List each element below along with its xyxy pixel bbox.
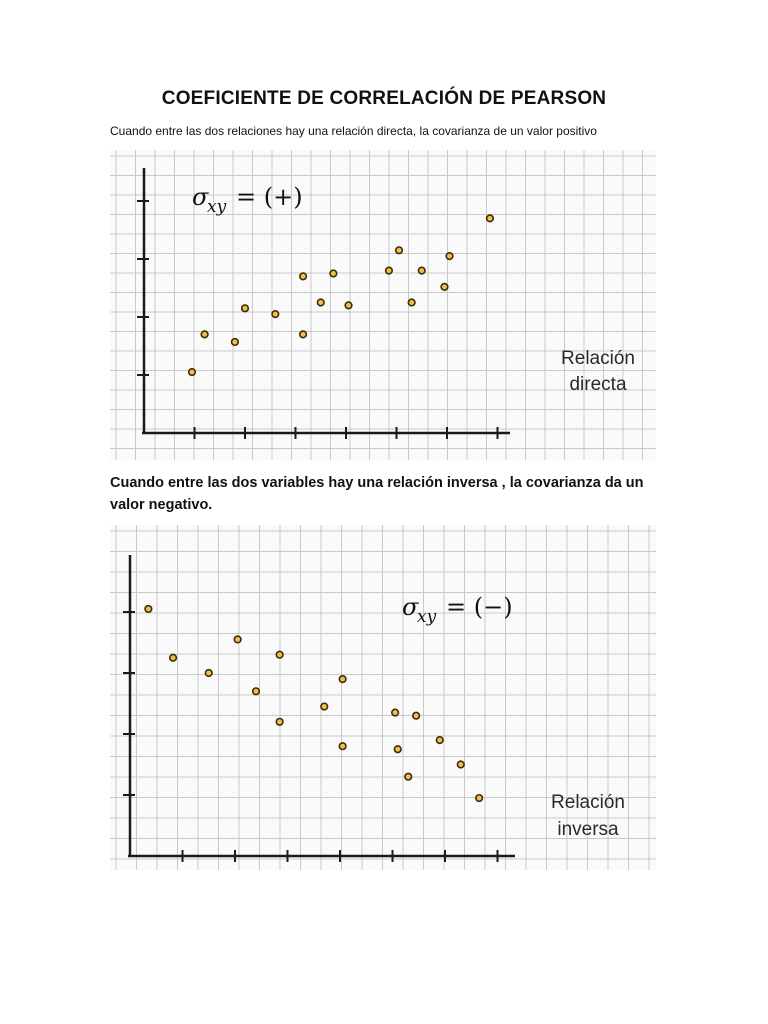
data-point <box>232 339 239 346</box>
data-point <box>276 719 283 726</box>
data-point <box>413 712 420 719</box>
relation-label-line2: directa <box>569 374 627 395</box>
scatter-chart-inverse <box>110 525 656 870</box>
data-point <box>321 703 328 710</box>
data-point <box>339 743 346 750</box>
relation-label-line1: Relación <box>551 792 625 813</box>
data-point <box>476 795 483 802</box>
formula-subscript: xy <box>207 197 227 217</box>
formula-sign: = (−) <box>446 593 513 621</box>
page-title: COEFICIENTE DE CORRELACIÓN DE PEARSON <box>161 88 607 109</box>
data-point <box>441 284 448 291</box>
data-point <box>317 299 324 306</box>
data-point <box>386 267 393 274</box>
formula-sigma: σ <box>192 183 209 211</box>
intro-negative-text: Cuando entre las dos variables hay una relación inversa , la covarianza da un valor negativo. <box>110 475 644 513</box>
data-point <box>189 369 196 376</box>
data-point <box>145 606 152 613</box>
data-point <box>330 270 337 277</box>
data-point <box>300 273 307 280</box>
data-point <box>392 709 399 716</box>
data-point <box>446 253 453 260</box>
data-point <box>205 670 212 677</box>
data-point <box>405 773 412 780</box>
data-point <box>253 688 260 695</box>
data-point <box>272 311 279 318</box>
formula-sign: = (+) <box>236 183 303 211</box>
data-point <box>394 746 401 753</box>
formula-sigma: σ <box>402 593 419 621</box>
data-point <box>276 651 283 658</box>
data-point <box>396 247 403 254</box>
scatter-plot-direct-svg <box>110 150 656 460</box>
relation-label-line1: Relación <box>561 348 635 369</box>
data-point <box>408 299 415 306</box>
data-point <box>487 215 494 222</box>
scatter-plot-inverse-svg <box>110 525 656 870</box>
data-point <box>418 267 425 274</box>
data-point <box>345 302 352 309</box>
data-point <box>339 676 346 683</box>
intro-positive-text: Cuando entre las dos relaciones hay una relación directa, la covarianza de un valor positivo <box>110 124 597 138</box>
data-point <box>242 305 249 312</box>
data-point <box>234 636 241 643</box>
data-point <box>170 654 177 661</box>
data-point <box>457 761 464 768</box>
data-point <box>436 737 443 744</box>
data-point <box>300 331 307 338</box>
formula-subscript: xy <box>417 607 437 627</box>
scatter-chart-direct <box>110 150 656 460</box>
data-point <box>201 331 208 338</box>
relation-label-line2: inversa <box>557 819 619 840</box>
